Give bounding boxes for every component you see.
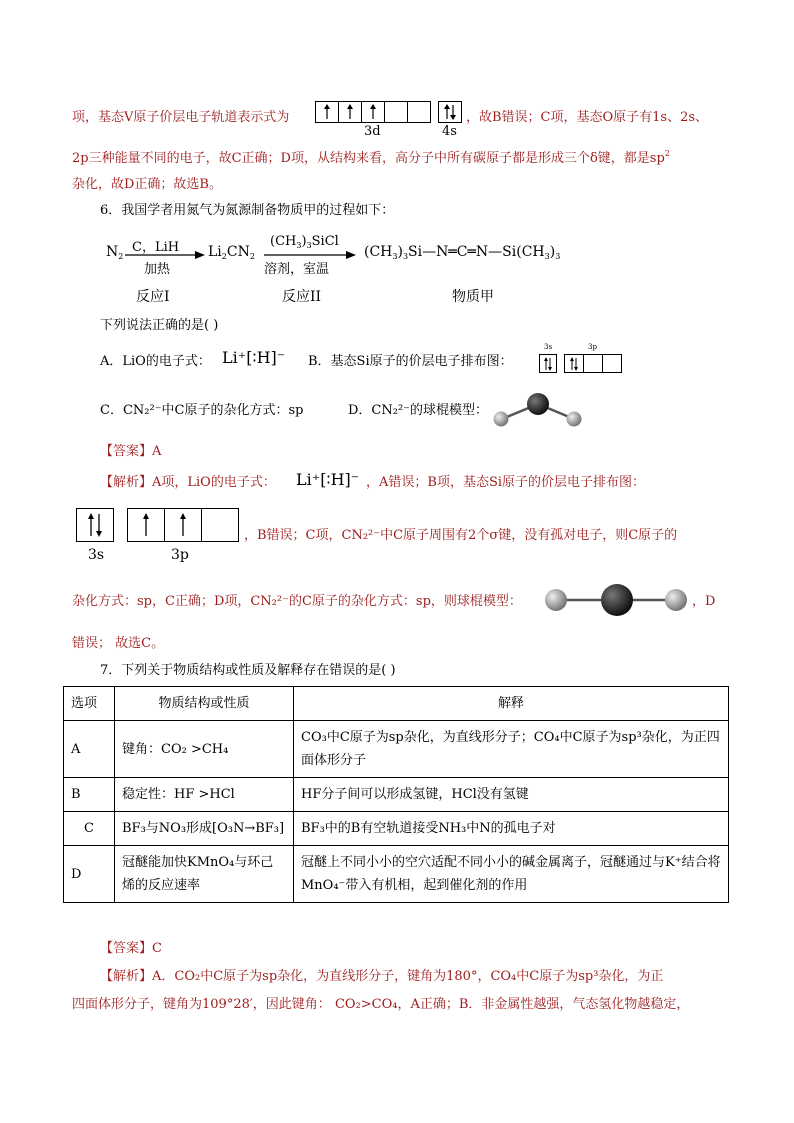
- table-row: [64, 812, 729, 846]
- row-explanation: 冠醚上不同小小的空穴适配不同小小的碱金属离子，冠醚通过与K⁺结合将MnO₄⁻带入有机相，起到催化剂的作用: [294, 846, 729, 903]
- orbital-box: [338, 101, 362, 123]
- v-3d-orbital-diagram: [315, 101, 431, 123]
- row-option: A: [64, 721, 115, 778]
- bent-ball-stick-model: [490, 392, 590, 432]
- row-property: BF₃与NO₃形成[O₃N→BF₃]: [115, 812, 294, 846]
- q7-stem: 7．下列关于物质结构或性质及解释存在错误的是( ): [100, 663, 396, 678]
- orbital-box: [164, 508, 202, 542]
- q7-explanation-1: 【解析】A．CO₂中C原子为sp杂化，为直线形分子，键角为180°，CO₄中C原子为sp³杂化，为正: [100, 969, 664, 984]
- orbital-label-3d: 3d: [364, 124, 381, 139]
- table-header-row: [64, 687, 729, 721]
- para-line-2: 2p三种能量不同的电子，故C正确；D项，从结构来看，高分子中所有碳原子都是形成三个δ键，都是$sp^2$: [72, 149, 670, 166]
- optb-label-3p: 3p: [588, 343, 597, 351]
- para-line-3: 杂化，故D正确；故选B。: [72, 177, 222, 192]
- orbital-box: [602, 354, 622, 373]
- q6-option-a: A．LiO的电子式：: [100, 354, 211, 369]
- reagent2-bottom: 溶剂，室温: [264, 262, 330, 277]
- orbital-label-4s: 4s: [442, 124, 457, 139]
- q6-explanation-3b: ，D: [692, 594, 716, 609]
- spin-pair-arrows-icon: [568, 357, 580, 371]
- spin-pair-arrows-icon: [85, 513, 105, 537]
- row-option: D: [64, 846, 115, 903]
- q6-explanation-4: 错误； 故选C。: [72, 636, 165, 651]
- q6-option-a-formula: Li⁺[∶H]⁻: [222, 348, 286, 367]
- reagent1-top: C，LiH: [132, 240, 180, 255]
- header-explanation: 解释: [294, 687, 729, 721]
- spin-up-arrow-icon: [177, 513, 189, 537]
- orbital-box: [315, 101, 339, 123]
- q7-explanation-2: 四面体形分子，键角为109°28′，因此键角： CO₂>CO₄，A正确；B．非金属性越强，气态氢化物越稳定，: [72, 997, 690, 1012]
- q6-answer: 【答案】A: [100, 444, 162, 459]
- spin-up-arrow-icon: [322, 104, 332, 120]
- exp-3p-orbital-diagram: [127, 508, 239, 542]
- row-explanation: BF₃中的B有空轨道接受NH₃中N的孤电子对: [294, 812, 729, 846]
- product-formula: $(CH_3)_3Si—N═C═N—Si(CH_3)_3$: [364, 244, 561, 261]
- q6-option-c: C．CN₂²⁻中C原子的杂化方式：sp: [100, 403, 304, 418]
- q6-option-b: B．基态Si原子的价层电子排布图：: [308, 354, 513, 369]
- row-property: 冠醚能加快KMnO₄与环己烯的反应速率: [115, 846, 294, 903]
- v-4s-orbital-diagram: [438, 101, 462, 123]
- exp-3s-orbital-diagram: [76, 508, 114, 542]
- q6-explanation-formula: Li⁺[∶H]⁻: [296, 470, 360, 489]
- q6-explanation-2: ，B错误；C项，CN₂²⁻中C原子周围有2个σ键，没有孤对电子，则C原子的: [244, 528, 678, 543]
- orbital-box: [384, 101, 408, 123]
- linear-ball-stick-model: [542, 580, 702, 620]
- row-explanation: HF分子间可以形成氢键，HCl没有氢键: [294, 778, 729, 812]
- orbital-box: [539, 354, 557, 373]
- q7-answer: 【答案】C: [100, 941, 162, 956]
- q6-explanation-1b: ，A错误；B项，基态Si原子的价层电子排布图：: [366, 475, 646, 490]
- q6-option-d: D．CN₂²⁻的球棍模型：: [348, 403, 489, 418]
- row-property: 键角：CO₂ >CH₄: [115, 721, 294, 778]
- optb-3s-orbital-diagram: [539, 354, 557, 373]
- header-option: 选项: [64, 687, 115, 721]
- spin-pair-arrows-icon: [542, 357, 554, 371]
- reagent1-bottom: 加热: [144, 262, 171, 277]
- orbital-box: [407, 101, 431, 123]
- row-explanation: CO₃中C原子为sp杂化，为直线形分子；CO₄中C原子为sp³杂化，为正四面体形分子: [294, 721, 729, 778]
- orbital-box: [583, 354, 603, 373]
- row-option: C: [64, 812, 115, 846]
- li2cn2-formula: $Li_2CN_2$: [208, 244, 255, 261]
- optb-3p-orbital-diagram: [564, 354, 622, 373]
- table-row: [64, 846, 729, 903]
- optb-label-3s: 3s: [544, 343, 553, 351]
- q6-stem: 6．我国学者用氮气为氮源制备物质甲的过程如下：: [100, 203, 395, 218]
- q6-question: 下列说法正确的是( ): [100, 318, 219, 333]
- exp-label-3s: 3s: [88, 547, 105, 563]
- spin-up-arrow-icon: [368, 104, 378, 120]
- q7-table: [63, 686, 729, 903]
- table-row: [64, 778, 729, 812]
- table-row: [64, 721, 729, 778]
- spin-pair-arrows-icon: [442, 104, 458, 120]
- q6-explanation-1a: 【解析】A项，LiO的电子式：: [100, 475, 276, 490]
- para-line-1b: ，故B错误；C项，基态O原子有1s、2s、: [466, 110, 709, 125]
- label-reaction-2: 反应II: [282, 289, 322, 305]
- spin-up-arrow-icon: [140, 513, 152, 537]
- label-reaction-1: 反应I: [136, 289, 170, 305]
- orbital-box: [76, 508, 114, 542]
- label-substance: 物质甲: [452, 289, 494, 305]
- row-option: B: [64, 778, 115, 812]
- orbital-box: [127, 508, 165, 542]
- para-line-1a: 项，基态V原子价层电子轨道表示式为: [72, 110, 290, 125]
- reagent2-top: $(CH_3)_3SiCl$: [270, 234, 339, 250]
- header-property: 物质结构或性质: [115, 687, 294, 721]
- row-property: 稳定性：HF >HCl: [115, 778, 294, 812]
- orbital-box: [361, 101, 385, 123]
- exp-label-3p: 3p: [171, 547, 189, 563]
- orbital-box: [438, 101, 462, 123]
- spin-up-arrow-icon: [345, 104, 355, 120]
- q6-explanation-3a: 杂化方式：sp，C正确；D项，CN₂²⁻的C原子的杂化方式：sp，则球棍模型：: [72, 594, 522, 609]
- orbital-box: [564, 354, 584, 373]
- orbital-box: [201, 508, 239, 542]
- n2-formula: $N_2$: [106, 244, 124, 261]
